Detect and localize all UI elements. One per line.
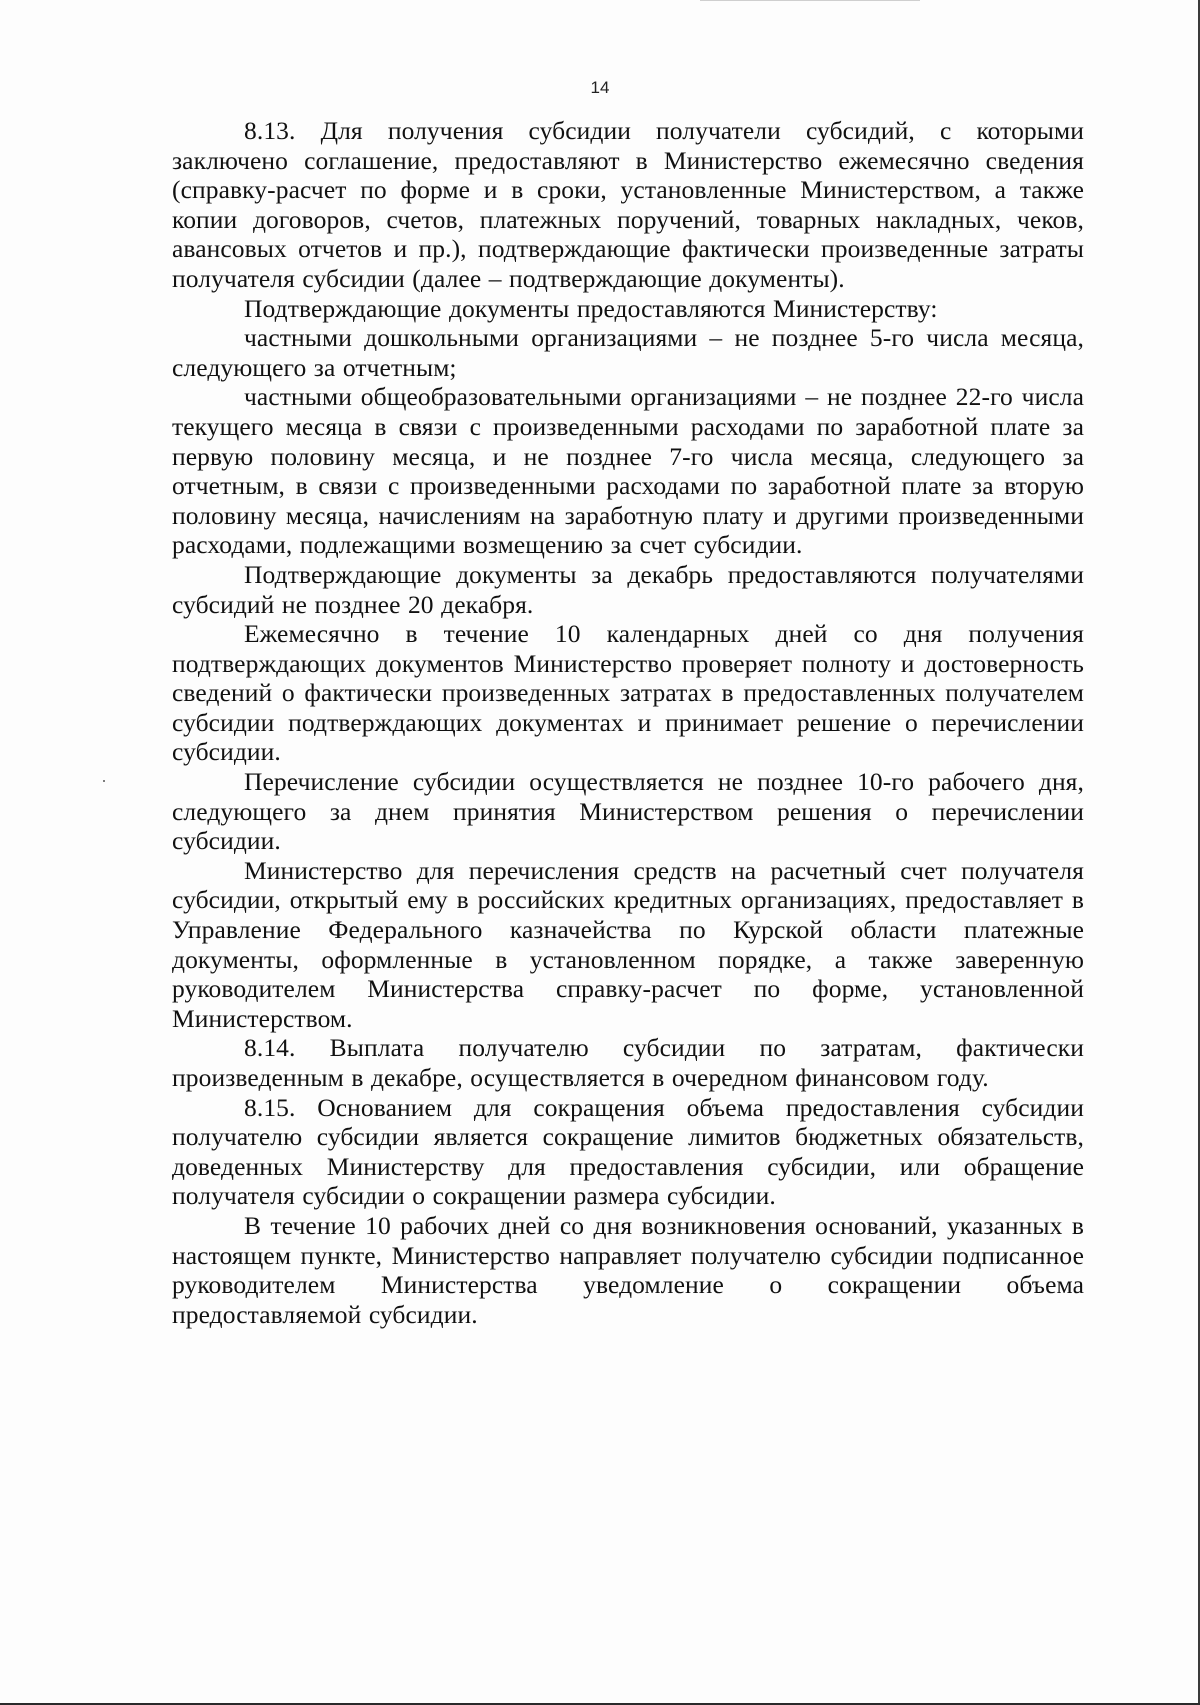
paragraph-preschool-deadline: частными дошкольными организациями – не позднее 5-го числа месяца, следующего за отчетным; bbox=[172, 323, 1084, 382]
paragraph-december-deadline: Подтверждающие документы за декабрь предоставляются получателями субсидий не позднее 20 декабря. bbox=[172, 559, 1084, 619]
paragraph-treasury-documents: Министерство для перечисления средств на расчетный счет получателя субсидии, открытый ему в российских кредитных организациях, предоставляет в Управление Федерального казначейства по Курской области платежные документы, оформленные в установленном порядке, а также заверенную руководителем Министерства справку-расчет по форме, установленной Министерством. bbox=[172, 855, 1084, 1033]
paragraph-monthly-check: Ежемесячно в течение 10 календарных дней со дня получения подтверждающих документов Министерство проверяет полноту и достоверность сведений о фактически произведенных затратах в предоставленных получателем субсидии подтверждающих документах и принимает решение о перечислении субсидии. bbox=[172, 619, 1084, 767]
document-body bbox=[172, 116, 1084, 1329]
paragraph-8-13: 8.13. Для получения субсидии получатели субсидий, с которыми заключено соглашение, предоставляют в Министерство ежемесячно сведения (справку-расчет по форме и в сроки, установленные Министерством, а также копии договоров, счетов, платежных поручений, товарных накладных, чеков, авансовых отчетов и пр.), подтверждающие фактически произведенные затраты получателя субсидии (далее – подтверждающие документы). bbox=[172, 116, 1084, 293]
paragraph-reduction-notice: В течение 10 рабочих дней со дня возникновения оснований, указанных в настоящем пункте, Министерство направляет получателю субсидии подписанное руководителем Министерства уведомление о сокращении объема предоставляемой субсидии. bbox=[172, 1210, 1084, 1329]
paragraph-transfer-deadline: Перечисление субсидии осуществляется не позднее 10-го рабочего дня, следующего за днем принятия Министерством решения о перечислении субсидии. bbox=[172, 767, 1084, 856]
page-number: 14 bbox=[590, 78, 610, 97]
scan-edge-top bbox=[700, 0, 920, 1]
paragraph-documents-intro: Подтверждающие документы предоставляются Министерству: bbox=[244, 293, 938, 323]
paragraph-8-15: 8.15. Основанием для сокращения объема предоставления субсидии получателю субсидии является сокращение лимитов бюджетных обязательств, доведенных Министерству для предоставления субсидии, или обращение получателя субсидии о сокращении размера субсидии. bbox=[172, 1092, 1084, 1211]
paragraph-general-education-deadline: частными общеобразовательными организациями – не позднее 22-го числа текущего месяца в связи с произведенными расходами по заработной плате за первую половину месяца, и не позднее 7-го числа месяца, следующего за отчетным, в связи с произведенными расходами по заработной плате за вторую половину месяца, начислениям на заработную плату и другими произведенными расходами, подлежащими возмещению за счет субсидии. bbox=[172, 382, 1084, 560]
paragraph-8-14: 8.14. Выплата получателю субсидии по затратам, фактически произведенным в декабре, осуществляется в очередном финансовом году. bbox=[172, 1033, 1084, 1092]
margin-mark bbox=[103, 780, 105, 782]
